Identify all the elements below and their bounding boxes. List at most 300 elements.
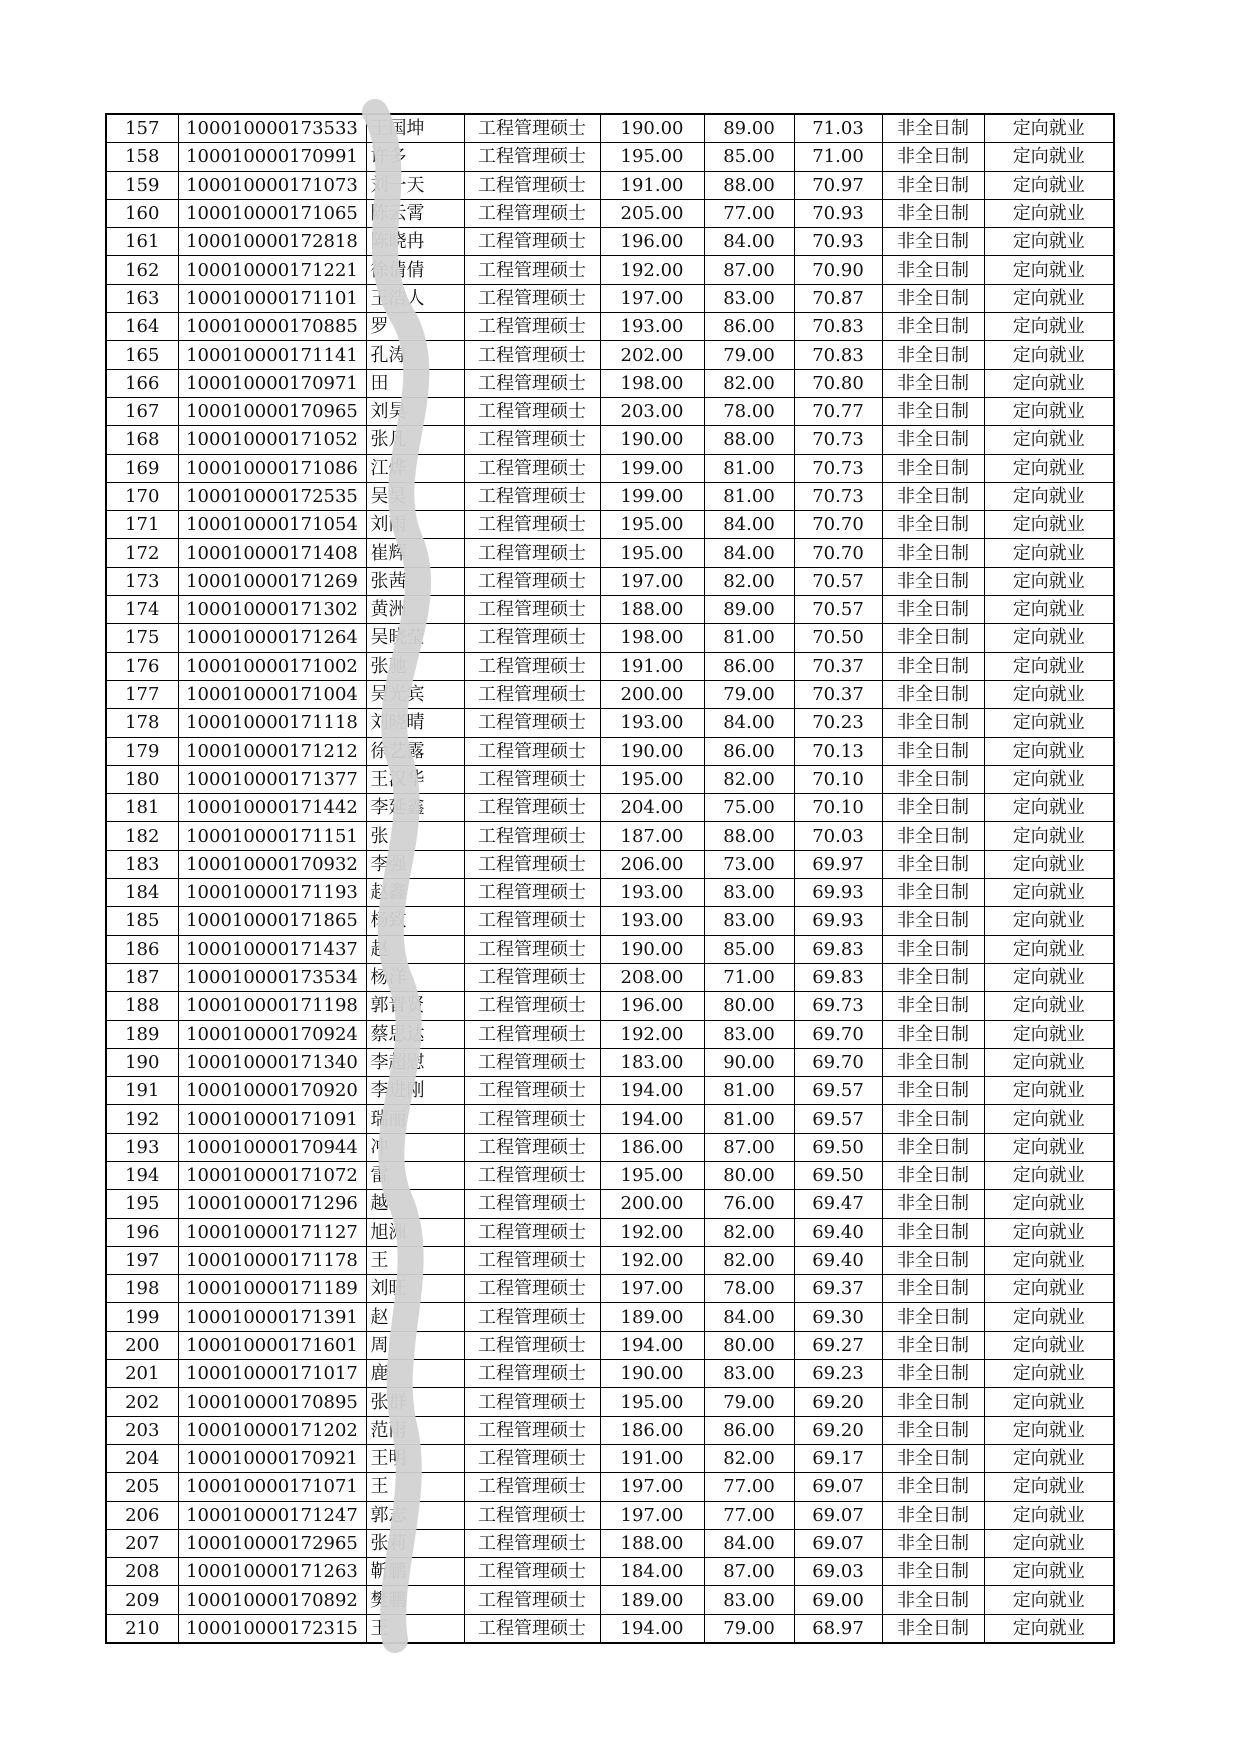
cell-seq: 198 — [106, 1275, 178, 1303]
table-row — [106, 1190, 1114, 1218]
cell-seq: 203 — [106, 1416, 178, 1444]
cell-retest-score: 77.00 — [704, 1501, 794, 1529]
table-row — [106, 1331, 1114, 1359]
cell-retest-score: 88.00 — [704, 822, 794, 850]
cell-seq: 195 — [106, 1190, 178, 1218]
cell-name: 陈晓冉 — [366, 228, 464, 256]
cell-major: 工程管理硕士 — [464, 596, 600, 624]
cell-seq: 186 — [106, 935, 178, 963]
cell-name: 孔涛 — [366, 341, 464, 369]
cell-total-score: 70.37 — [794, 652, 882, 680]
cell-initial-score: 190.00 — [600, 737, 704, 765]
cell-employment-type: 定向就业 — [984, 879, 1114, 907]
cell-name: 蔡思达 — [366, 1020, 464, 1048]
cell-name: 张凡 — [366, 426, 464, 454]
cell-total-score: 68.97 — [794, 1614, 882, 1643]
cell-retest-score: 86.00 — [704, 737, 794, 765]
cell-total-score: 69.70 — [794, 1020, 882, 1048]
cell-retest-score: 84.00 — [704, 709, 794, 737]
cell-major: 工程管理硕士 — [464, 1161, 600, 1189]
cell-exam-id: 100010000171086 — [178, 454, 366, 482]
cell-seq: 196 — [106, 1218, 178, 1246]
cell-exam-id: 100010000171391 — [178, 1303, 366, 1331]
cell-study-mode: 非全日制 — [882, 284, 984, 312]
cell-retest-score: 75.00 — [704, 794, 794, 822]
cell-total-score: 69.20 — [794, 1388, 882, 1416]
cell-retest-score: 81.00 — [704, 482, 794, 510]
cell-exam-id: 100010000170921 — [178, 1444, 366, 1472]
cell-total-score: 69.17 — [794, 1444, 882, 1472]
cell-name: 许多 — [366, 143, 464, 171]
cell-name: 张群 — [366, 1388, 464, 1416]
cell-retest-score: 80.00 — [704, 1161, 794, 1189]
cell-exam-id: 100010000172965 — [178, 1529, 366, 1557]
cell-seq: 191 — [106, 1077, 178, 1105]
cell-major: 工程管理硕士 — [464, 199, 600, 227]
cell-major: 工程管理硕士 — [464, 850, 600, 878]
cell-exam-id: 100010000170971 — [178, 369, 366, 397]
cell-name: 刘一天 — [366, 171, 464, 199]
cell-total-score: 69.83 — [794, 963, 882, 991]
cell-major: 工程管理硕士 — [464, 1133, 600, 1161]
cell-major: 工程管理硕士 — [464, 1473, 600, 1501]
cell-exam-id: 100010000170991 — [178, 143, 366, 171]
cell-retest-score: 79.00 — [704, 1614, 794, 1643]
cell-seq: 159 — [106, 171, 178, 199]
table-row — [106, 313, 1114, 341]
cell-study-mode: 非全日制 — [882, 1388, 984, 1416]
cell-total-score: 69.03 — [794, 1558, 882, 1586]
table-row — [106, 992, 1114, 1020]
cell-total-score: 69.30 — [794, 1303, 882, 1331]
cell-initial-score: 198.00 — [600, 624, 704, 652]
cell-initial-score: 198.00 — [600, 369, 704, 397]
cell-exam-id: 100010000170892 — [178, 1586, 366, 1614]
cell-retest-score: 77.00 — [704, 1473, 794, 1501]
cell-study-mode: 非全日制 — [882, 879, 984, 907]
cell-retest-score: 89.00 — [704, 596, 794, 624]
cell-seq: 204 — [106, 1444, 178, 1472]
cell-retest-score: 88.00 — [704, 171, 794, 199]
cell-seq: 163 — [106, 284, 178, 312]
cell-retest-score: 73.00 — [704, 850, 794, 878]
cell-exam-id: 100010000171178 — [178, 1246, 366, 1274]
cell-name: 罗 — [366, 313, 464, 341]
cell-initial-score: 195.00 — [600, 539, 704, 567]
cell-retest-score: 87.00 — [704, 256, 794, 284]
cell-total-score: 70.97 — [794, 171, 882, 199]
table-row — [106, 454, 1114, 482]
cell-employment-type: 定向就业 — [984, 539, 1114, 567]
cell-major: 工程管理硕士 — [464, 1105, 600, 1133]
cell-total-score: 70.03 — [794, 822, 882, 850]
cell-study-mode: 非全日制 — [882, 143, 984, 171]
cell-seq: 175 — [106, 624, 178, 652]
cell-initial-score: 196.00 — [600, 992, 704, 1020]
cell-retest-score: 84.00 — [704, 1529, 794, 1557]
cell-name: 吴晓莹 — [366, 624, 464, 652]
cell-exam-id: 100010000170920 — [178, 1077, 366, 1105]
cell-exam-id: 100010000173534 — [178, 963, 366, 991]
cell-seq: 192 — [106, 1105, 178, 1133]
cell-major: 工程管理硕士 — [464, 171, 600, 199]
cell-exam-id: 100010000171101 — [178, 284, 366, 312]
cell-study-mode: 非全日制 — [882, 1586, 984, 1614]
cell-total-score: 69.20 — [794, 1416, 882, 1444]
table-row — [106, 737, 1114, 765]
table-body — [106, 114, 1114, 1643]
table-row — [106, 879, 1114, 907]
cell-initial-score: 205.00 — [600, 199, 704, 227]
cell-initial-score: 186.00 — [600, 1416, 704, 1444]
cell-major: 工程管理硕士 — [464, 1529, 600, 1557]
cell-seq: 177 — [106, 680, 178, 708]
cell-seq: 164 — [106, 313, 178, 341]
cell-seq: 188 — [106, 992, 178, 1020]
cell-total-score: 69.50 — [794, 1133, 882, 1161]
cell-seq: 172 — [106, 539, 178, 567]
cell-major: 工程管理硕士 — [464, 709, 600, 737]
cell-seq: 189 — [106, 1020, 178, 1048]
cell-initial-score: 200.00 — [600, 1190, 704, 1218]
cell-employment-type: 定向就业 — [984, 596, 1114, 624]
cell-total-score: 69.50 — [794, 1161, 882, 1189]
cell-exam-id: 100010000170895 — [178, 1388, 366, 1416]
cell-study-mode: 非全日制 — [882, 114, 984, 143]
cell-major: 工程管理硕士 — [464, 228, 600, 256]
cell-initial-score: 195.00 — [600, 143, 704, 171]
cell-exam-id: 100010000171054 — [178, 511, 366, 539]
cell-major: 工程管理硕士 — [464, 765, 600, 793]
cell-initial-score: 193.00 — [600, 907, 704, 935]
table-row — [106, 171, 1114, 199]
cell-exam-id: 100010000171071 — [178, 1473, 366, 1501]
table-row — [106, 680, 1114, 708]
cell-retest-score: 85.00 — [704, 935, 794, 963]
cell-seq: 199 — [106, 1303, 178, 1331]
cell-study-mode: 非全日制 — [882, 1105, 984, 1133]
cell-initial-score: 206.00 — [600, 850, 704, 878]
cell-total-score: 69.40 — [794, 1246, 882, 1274]
cell-major: 工程管理硕士 — [464, 454, 600, 482]
cell-name: 杨洋 — [366, 963, 464, 991]
table-row — [106, 1416, 1114, 1444]
cell-employment-type: 定向就业 — [984, 794, 1114, 822]
table-row — [106, 822, 1114, 850]
cell-retest-score: 81.00 — [704, 1105, 794, 1133]
cell-total-score: 70.73 — [794, 482, 882, 510]
table-row — [106, 850, 1114, 878]
cell-major: 工程管理硕士 — [464, 256, 600, 284]
cell-name: 吴光宾 — [366, 680, 464, 708]
cell-seq: 173 — [106, 567, 178, 595]
cell-initial-score: 208.00 — [600, 963, 704, 991]
cell-initial-score: 190.00 — [600, 935, 704, 963]
cell-seq: 187 — [106, 963, 178, 991]
cell-initial-score: 200.00 — [600, 680, 704, 708]
cell-seq: 171 — [106, 511, 178, 539]
cell-study-mode: 非全日制 — [882, 1161, 984, 1189]
table-row — [106, 624, 1114, 652]
cell-employment-type: 定向就业 — [984, 341, 1114, 369]
cell-employment-type: 定向就业 — [984, 114, 1114, 143]
cell-exam-id: 100010000171865 — [178, 907, 366, 935]
table-row — [106, 143, 1114, 171]
cell-name: 王 — [366, 1473, 464, 1501]
cell-exam-id: 100010000173533 — [178, 114, 366, 143]
cell-seq: 190 — [106, 1048, 178, 1076]
cell-name: 樊鹏 — [366, 1586, 464, 1614]
cell-study-mode: 非全日制 — [882, 1190, 984, 1218]
cell-major: 工程管理硕士 — [464, 737, 600, 765]
cell-total-score: 70.57 — [794, 596, 882, 624]
cell-name: 王浩人 — [366, 284, 464, 312]
cell-study-mode: 非全日制 — [882, 963, 984, 991]
cell-major: 工程管理硕士 — [464, 1501, 600, 1529]
cell-name: 赵鑫 — [366, 879, 464, 907]
cell-employment-type: 定向就业 — [984, 143, 1114, 171]
cell-name: 范雨 — [366, 1416, 464, 1444]
cell-seq: 210 — [106, 1614, 178, 1643]
cell-seq: 180 — [106, 765, 178, 793]
cell-study-mode: 非全日制 — [882, 1501, 984, 1529]
cell-major: 工程管理硕士 — [464, 1331, 600, 1359]
cell-employment-type: 定向就业 — [984, 680, 1114, 708]
cell-retest-score: 84.00 — [704, 228, 794, 256]
table-row — [106, 397, 1114, 425]
cell-study-mode: 非全日制 — [882, 199, 984, 227]
cell-total-score: 70.10 — [794, 794, 882, 822]
cell-employment-type: 定向就业 — [984, 1586, 1114, 1614]
cell-total-score: 69.47 — [794, 1190, 882, 1218]
cell-seq: 202 — [106, 1388, 178, 1416]
cell-study-mode: 非全日制 — [882, 624, 984, 652]
cell-retest-score: 82.00 — [704, 1246, 794, 1274]
cell-name: 张茜 — [366, 567, 464, 595]
cell-study-mode: 非全日制 — [882, 1331, 984, 1359]
cell-total-score: 70.13 — [794, 737, 882, 765]
cell-study-mode: 非全日制 — [882, 935, 984, 963]
cell-employment-type: 定向就业 — [984, 511, 1114, 539]
table-row — [106, 482, 1114, 510]
cell-initial-score: 193.00 — [600, 709, 704, 737]
cell-total-score: 70.37 — [794, 680, 882, 708]
cell-initial-score: 187.00 — [600, 822, 704, 850]
cell-study-mode: 非全日制 — [882, 341, 984, 369]
cell-major: 工程管理硕士 — [464, 1077, 600, 1105]
cell-employment-type: 定向就业 — [984, 284, 1114, 312]
cell-major: 工程管理硕士 — [464, 822, 600, 850]
cell-initial-score: 190.00 — [600, 1360, 704, 1388]
cell-name: 张 — [366, 822, 464, 850]
table-row — [106, 511, 1114, 539]
cell-initial-score: 197.00 — [600, 284, 704, 312]
cell-name: 王 — [366, 1246, 464, 1274]
cell-employment-type: 定向就业 — [984, 624, 1114, 652]
cell-retest-score: 83.00 — [704, 1360, 794, 1388]
cell-exam-id: 100010000172818 — [178, 228, 366, 256]
cell-seq: 157 — [106, 114, 178, 143]
cell-total-score: 70.23 — [794, 709, 882, 737]
cell-study-mode: 非全日制 — [882, 426, 984, 454]
cell-total-score: 70.90 — [794, 256, 882, 284]
cell-initial-score: 195.00 — [600, 765, 704, 793]
cell-major: 工程管理硕士 — [464, 341, 600, 369]
cell-exam-id: 100010000170932 — [178, 850, 366, 878]
cell-major: 工程管理硕士 — [464, 482, 600, 510]
cell-name: 李进刚 — [366, 1077, 464, 1105]
table-row — [106, 596, 1114, 624]
cell-initial-score: 183.00 — [600, 1048, 704, 1076]
cell-retest-score: 78.00 — [704, 397, 794, 425]
cell-exam-id: 100010000171263 — [178, 1558, 366, 1586]
cell-name: 田 — [366, 369, 464, 397]
cell-initial-score: 194.00 — [600, 1331, 704, 1359]
cell-major: 工程管理硕士 — [464, 284, 600, 312]
cell-seq: 170 — [106, 482, 178, 510]
cell-name: 靳鹏 — [366, 1558, 464, 1586]
cell-name: 杨致 — [366, 907, 464, 935]
cell-initial-score: 199.00 — [600, 454, 704, 482]
table-row — [106, 228, 1114, 256]
cell-seq: 174 — [106, 596, 178, 624]
cell-name: 张驰 — [366, 652, 464, 680]
cell-name: 郭晋贤 — [366, 992, 464, 1020]
cell-employment-type: 定向就业 — [984, 652, 1114, 680]
cell-seq: 207 — [106, 1529, 178, 1557]
table-row — [106, 1218, 1114, 1246]
cell-seq: 181 — [106, 794, 178, 822]
cell-study-mode: 非全日制 — [882, 850, 984, 878]
cell-exam-id: 100010000171189 — [178, 1275, 366, 1303]
cell-employment-type: 定向就业 — [984, 1501, 1114, 1529]
cell-employment-type: 定向就业 — [984, 907, 1114, 935]
cell-initial-score: 197.00 — [600, 567, 704, 595]
cell-major: 工程管理硕士 — [464, 397, 600, 425]
cell-exam-id: 100010000171442 — [178, 794, 366, 822]
cell-major: 工程管理硕士 — [464, 511, 600, 539]
cell-initial-score: 195.00 — [600, 511, 704, 539]
cell-total-score: 69.07 — [794, 1501, 882, 1529]
cell-retest-score: 86.00 — [704, 313, 794, 341]
cell-total-score: 70.57 — [794, 567, 882, 595]
cell-employment-type: 定向就业 — [984, 369, 1114, 397]
cell-total-score: 69.70 — [794, 1048, 882, 1076]
cell-total-score: 69.93 — [794, 879, 882, 907]
table-row — [106, 1275, 1114, 1303]
cell-name: 陈云霄 — [366, 199, 464, 227]
table-row — [106, 256, 1114, 284]
table-row — [106, 1020, 1114, 1048]
cell-name: 徐倩倩 — [366, 256, 464, 284]
cell-study-mode: 非全日制 — [882, 765, 984, 793]
cell-initial-score: 199.00 — [600, 482, 704, 510]
cell-major: 工程管理硕士 — [464, 1558, 600, 1586]
cell-exam-id: 100010000171127 — [178, 1218, 366, 1246]
cell-retest-score: 77.00 — [704, 199, 794, 227]
cell-exam-id: 100010000171302 — [178, 596, 366, 624]
cell-seq: 160 — [106, 199, 178, 227]
cell-name: 李强 — [366, 850, 464, 878]
cell-study-mode: 非全日制 — [882, 171, 984, 199]
cell-exam-id: 100010000171340 — [178, 1048, 366, 1076]
cell-name: 旭洲 — [366, 1218, 464, 1246]
cell-initial-score: 195.00 — [600, 1161, 704, 1189]
cell-major: 工程管理硕士 — [464, 935, 600, 963]
cell-initial-score: 202.00 — [600, 341, 704, 369]
cell-exam-id: 100010000171437 — [178, 935, 366, 963]
cell-retest-score: 84.00 — [704, 511, 794, 539]
cell-retest-score: 84.00 — [704, 1303, 794, 1331]
cell-exam-id: 100010000171377 — [178, 765, 366, 793]
table-row — [106, 1360, 1114, 1388]
cell-initial-score: 193.00 — [600, 313, 704, 341]
cell-total-score: 69.00 — [794, 1586, 882, 1614]
cell-name: 李超慰 — [366, 1048, 464, 1076]
cell-exam-id: 100010000171151 — [178, 822, 366, 850]
cell-total-score: 69.57 — [794, 1077, 882, 1105]
cell-name: 王明 — [366, 1444, 464, 1472]
cell-initial-score: 203.00 — [600, 397, 704, 425]
cell-employment-type: 定向就业 — [984, 397, 1114, 425]
table-row — [106, 369, 1114, 397]
cell-major: 工程管理硕士 — [464, 1048, 600, 1076]
cell-major: 工程管理硕士 — [464, 143, 600, 171]
cell-study-mode: 非全日制 — [882, 482, 984, 510]
cell-total-score: 70.73 — [794, 426, 882, 454]
cell-major: 工程管理硕士 — [464, 624, 600, 652]
cell-employment-type: 定向就业 — [984, 1161, 1114, 1189]
cell-name: 王国坤 — [366, 114, 464, 143]
cell-study-mode: 非全日制 — [882, 228, 984, 256]
cell-retest-score: 79.00 — [704, 341, 794, 369]
table-row — [106, 709, 1114, 737]
cell-seq: 169 — [106, 454, 178, 482]
cell-employment-type: 定向就业 — [984, 963, 1114, 991]
cell-exam-id: 100010000171004 — [178, 680, 366, 708]
cell-seq: 208 — [106, 1558, 178, 1586]
cell-initial-score: 196.00 — [600, 228, 704, 256]
cell-study-mode: 非全日制 — [882, 1077, 984, 1105]
cell-total-score: 70.93 — [794, 228, 882, 256]
cell-exam-id: 100010000171065 — [178, 199, 366, 227]
table-row — [106, 1586, 1114, 1614]
table-row — [106, 284, 1114, 312]
cell-initial-score: 192.00 — [600, 1246, 704, 1274]
cell-employment-type: 定向就业 — [984, 313, 1114, 341]
table-row — [106, 1077, 1114, 1105]
cell-retest-score: 81.00 — [704, 624, 794, 652]
cell-total-score: 70.83 — [794, 313, 882, 341]
cell-retest-score: 87.00 — [704, 1133, 794, 1161]
cell-study-mode: 非全日制 — [882, 1416, 984, 1444]
cell-study-mode: 非全日制 — [882, 1020, 984, 1048]
cell-major: 工程管理硕士 — [464, 963, 600, 991]
cell-study-mode: 非全日制 — [882, 454, 984, 482]
cell-retest-score: 87.00 — [704, 1558, 794, 1586]
table-row — [106, 114, 1114, 143]
table-row — [106, 1388, 1114, 1416]
cell-seq: 182 — [106, 822, 178, 850]
cell-seq: 209 — [106, 1586, 178, 1614]
table-row — [106, 199, 1114, 227]
cell-seq: 206 — [106, 1501, 178, 1529]
cell-retest-score: 82.00 — [704, 1444, 794, 1472]
cell-study-mode: 非全日制 — [882, 709, 984, 737]
cell-major: 工程管理硕士 — [464, 1303, 600, 1331]
table-row — [106, 1558, 1114, 1586]
cell-seq: 185 — [106, 907, 178, 935]
